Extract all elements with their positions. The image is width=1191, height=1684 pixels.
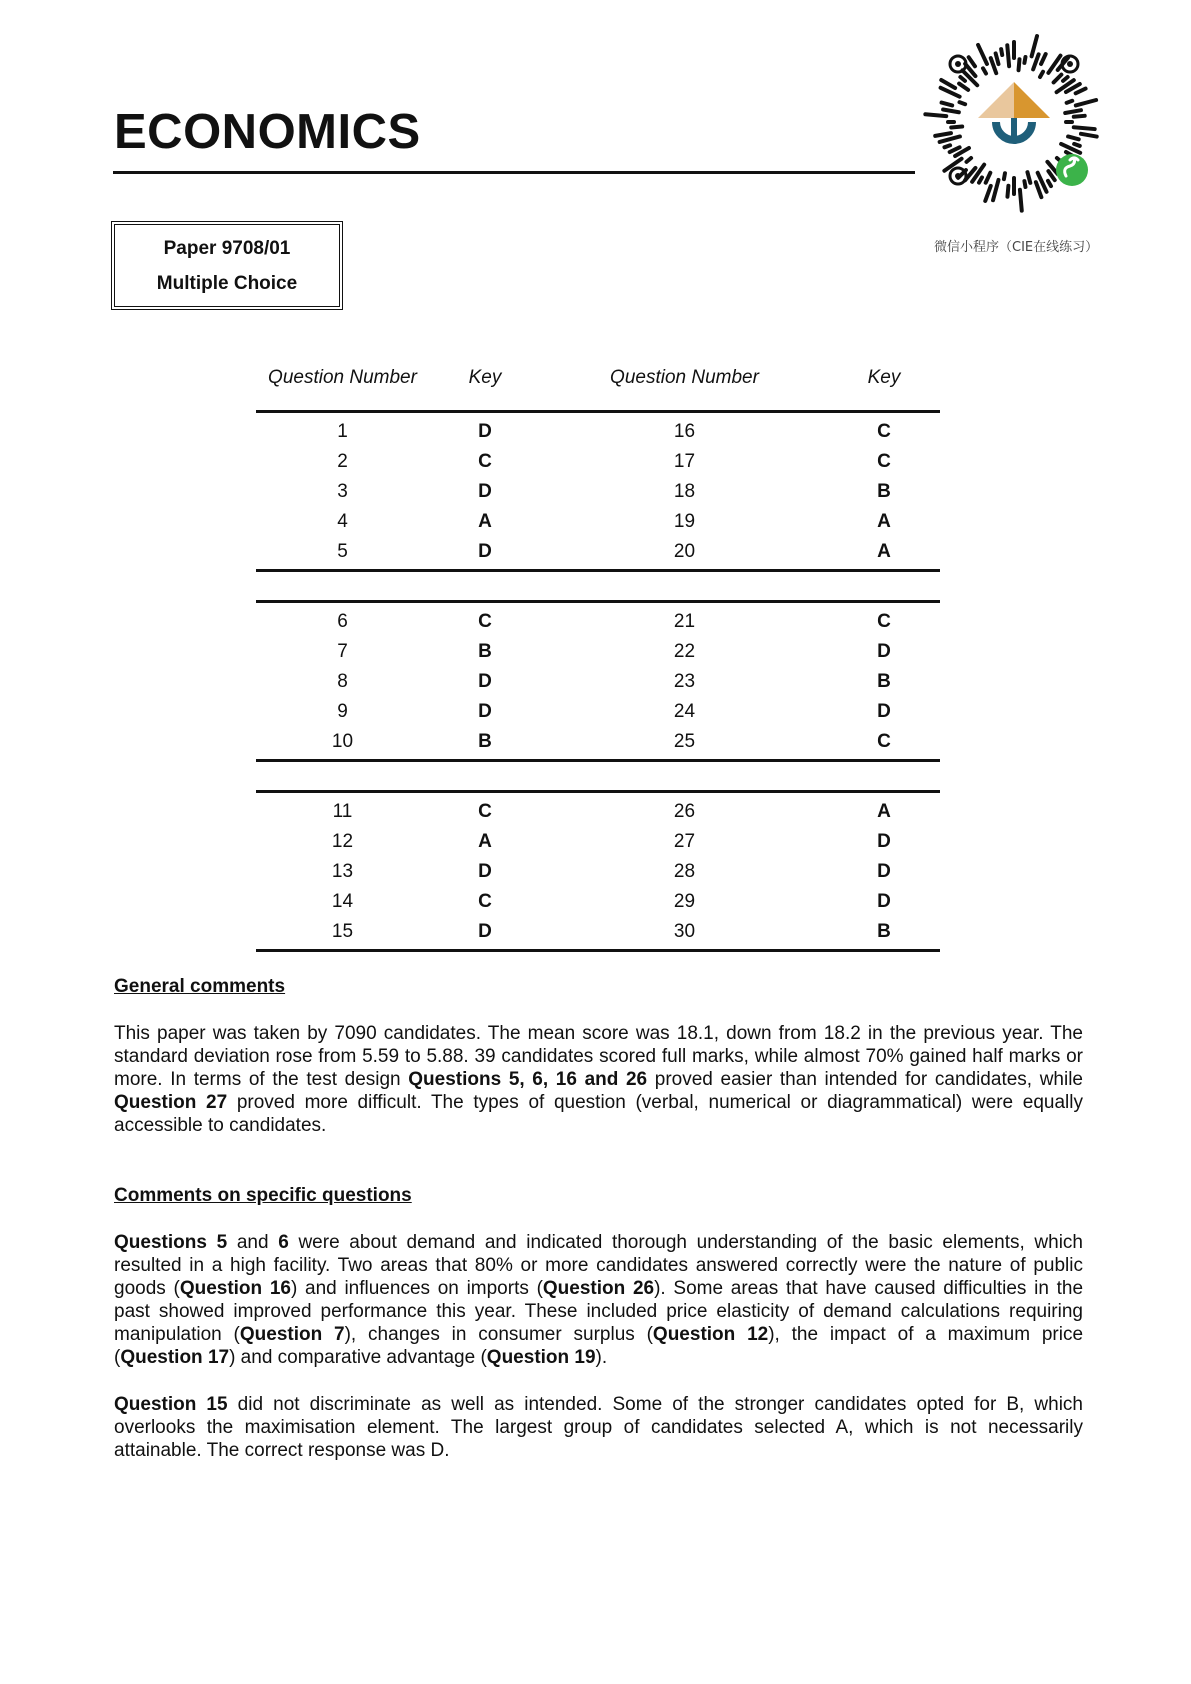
title-underline [113,171,915,174]
question-number: 25 [541,727,828,761]
question-number: 7 [337,640,348,662]
answer-key: D [877,700,891,722]
answer-key: A [828,791,940,827]
table-row [256,477,940,507]
question-number: 19 [673,510,696,532]
question-number: 2 [337,450,348,472]
question-number: 17 [673,450,696,472]
paper-number: Paper 9708/01 [163,237,291,259]
question-number: 24 [673,700,696,722]
question-number: 30 [541,917,828,951]
answer-key: A [828,537,940,571]
table-row [256,507,940,537]
question-number: 21 [541,601,828,637]
question-number: 13 [331,860,354,882]
answer-key: D [877,640,891,662]
table-row [256,601,940,637]
table-row [256,697,940,727]
question-number: 27 [673,830,696,852]
specific-comments-paragraph: Questions 5 and 6 were about demand and indicated thorough understanding of the basic elements, which resulted in a high facility. Two areas that 80% or more candidates answered correctly were the nature of public goods (Question 16) and influences on imports (Question 26). Some areas that have caused difficulties in the past showed improved performance this year. These included price elasticity of demand calculations requiring manipulation (Question 7), changes in consumer surplus (Question 12), the impact of a maximum price (Question 17) and comparative advantage (Question 19). [114,1232,1084,1368]
key-header: Key [429,353,541,411]
question-number: 28 [673,860,696,882]
mini-program-qr-code [922,30,1106,214]
answer-key: B [877,670,891,692]
answer-key-table [256,353,940,952]
question-number: 4 [337,510,348,532]
answer-key: C [828,601,940,637]
answer-key: B [828,917,940,951]
table-row [256,447,940,477]
answer-key: D [478,670,492,692]
paper-info-box [111,221,343,310]
answer-key: C [478,890,492,912]
question-number: 26 [541,791,828,827]
question-number: 11 [256,791,429,827]
answer-key: D [877,890,891,912]
table-row [256,637,940,667]
specific-comments-heading: Comments on specific questions [114,1185,412,1206]
answer-key-header-row [256,353,940,411]
question-number: 15 [256,917,429,951]
answer-key: D [429,917,541,951]
question-number: 23 [673,670,696,692]
question-number: 12 [331,830,354,852]
answer-key: D [478,480,492,502]
table-row [256,727,940,761]
question-number: 16 [673,420,696,442]
general-comments-paragraph: This paper was taken by 7090 candidates. The mean score was 18.1, down from 18.2 in the previous year. The standard deviation rose from 5.59 to 5.88. 39 candidates scored full marks, while almost 70% gained half marks or more. In terms of the test design Questions 5, 6, 16 and 26 proved easier than intended for candidates, while Question 27 proved more difficult. The types of question (verbal, numerical or diagrammatical) were equally accessible to candidates. [114,1023,1084,1136]
question-number-header: Question Number [256,353,429,411]
question-number: 3 [337,480,348,502]
table-spacer-row [256,570,940,601]
general-comments-heading: General comments [114,976,286,997]
question-number: 6 [256,601,429,637]
answer-key: D [877,860,891,882]
table-row [256,887,940,917]
question-number: 22 [673,640,696,662]
answer-key: D [429,537,541,571]
key-header: Key [828,353,940,411]
table-row [256,537,940,571]
question-15-paragraph: Question 15 did not discriminate as well as intended. Some of the stronger candidates opted for B, which overlooks the maximisation element. The largest group of candidates selected A, which is not necessarily attainable. The correct response was D. [114,1394,1084,1461]
qr-caption: 微信小程序（CIE在线练习） [934,240,1099,255]
table-row [256,667,940,697]
answer-key: C [429,791,541,827]
question-number: 20 [541,537,828,571]
answer-key: A [478,830,492,852]
table-row [256,917,940,951]
table-row [256,857,940,887]
question-number: 9 [337,700,348,722]
answer-key: D [877,830,891,852]
answer-key: B [429,727,541,761]
answer-key: A [877,510,891,532]
question-number: 8 [337,670,348,692]
page-title: ECONOMICS [114,105,421,159]
answer-key: C [877,450,891,472]
answer-key: D [478,700,492,722]
question-number: 5 [256,537,429,571]
answer-key: C [478,450,492,472]
answer-key: C [429,601,541,637]
question-number: 1 [337,420,348,442]
table-row [256,791,940,827]
answer-key: A [478,510,492,532]
answer-key: B [877,480,891,502]
table-row [256,411,940,447]
question-number: 10 [256,727,429,761]
question-number-header: Question Number [541,353,828,411]
table-spacer-row [256,760,940,791]
paper-type: Multiple Choice [156,272,298,294]
question-number: 14 [331,890,354,912]
answer-key: D [478,860,492,882]
answer-key: D [478,420,492,442]
question-number: 29 [673,890,696,912]
answer-key: C [828,727,940,761]
question-number: 18 [673,480,696,502]
table-row [256,827,940,857]
answer-key: C [877,420,891,442]
answer-key: B [478,640,492,662]
